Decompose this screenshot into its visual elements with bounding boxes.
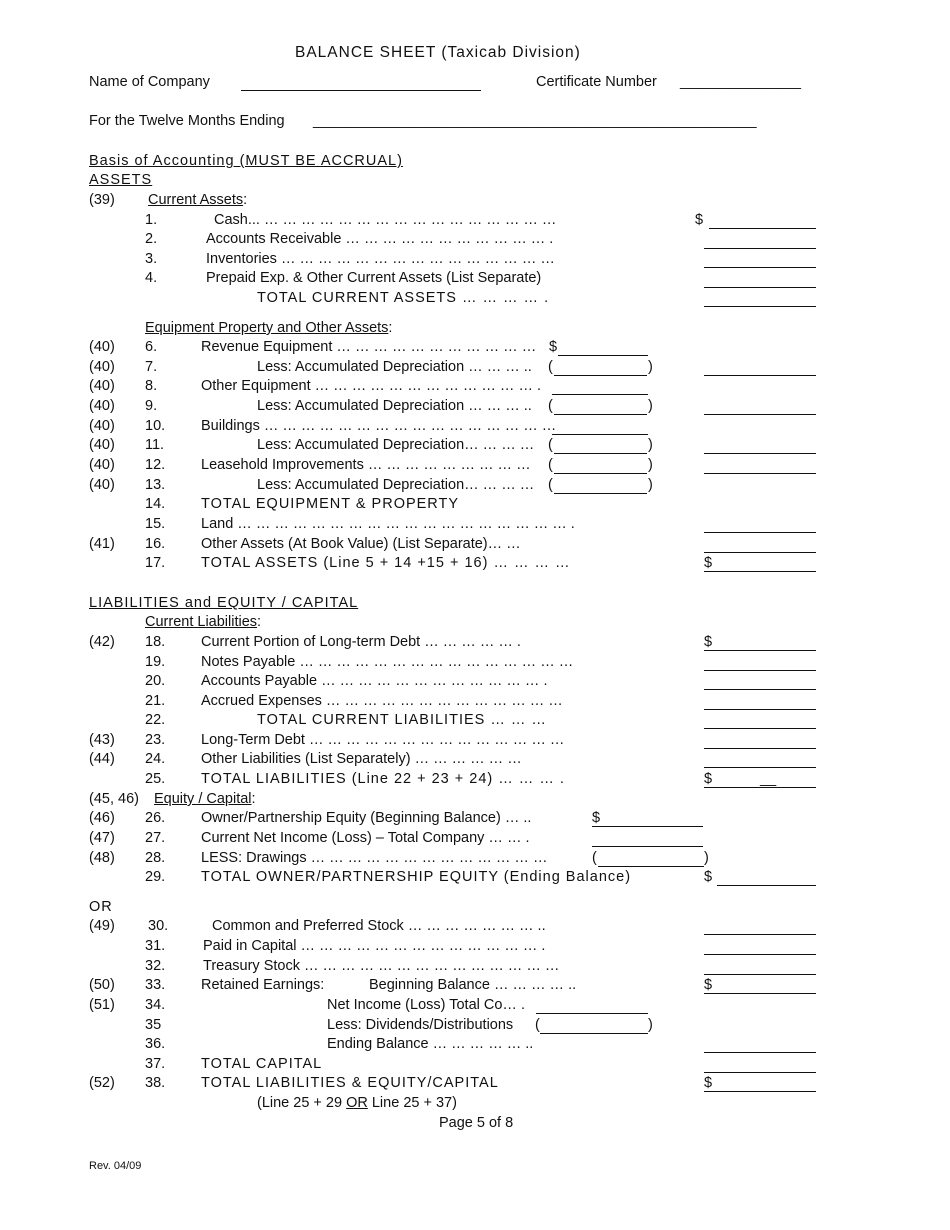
- line-code: (49): [89, 918, 115, 934]
- line-code: (40): [89, 359, 115, 375]
- line-number: 2.: [145, 231, 158, 247]
- line-number: 22.: [145, 712, 166, 728]
- line-number: 17.: [145, 555, 166, 571]
- line-description: Other Liabilities (List Separately) … … … … … …: [201, 751, 522, 767]
- close-paren: ): [648, 1017, 653, 1033]
- subamount-field[interactable]: [598, 866, 704, 867]
- line-number: 32.: [145, 958, 166, 974]
- line-code: (41): [89, 536, 115, 552]
- subamount-field[interactable]: [554, 375, 647, 376]
- line-description: Less: Accumulated Depreciation … … … ..: [257, 359, 532, 375]
- line-description: Prepaid Exp. & Other Current Assets (List Separate): [206, 270, 542, 286]
- open-paren: (: [548, 457, 553, 473]
- subamount-field[interactable]: [592, 846, 703, 847]
- line-description: TOTAL CAPITAL: [201, 1056, 323, 1072]
- close-paren: ): [648, 457, 653, 473]
- amount-field[interactable]: [704, 767, 816, 768]
- line-number: 31.: [145, 938, 166, 954]
- basis-of-accounting: Basis of Accounting (MUST BE ACCRUAL): [89, 153, 403, 169]
- close-paren: ): [648, 398, 653, 414]
- line-description: TOTAL EQUIPMENT & PROPERTY: [201, 496, 460, 512]
- formula-or: OR: [346, 1095, 368, 1111]
- amount-field[interactable]: [704, 670, 816, 671]
- dollar-sign: $: [704, 634, 713, 650]
- line-description: Buildings … … … … … … … … … … … … … … … …: [201, 418, 557, 434]
- dollar-sign: $: [592, 810, 601, 826]
- line-code: (40): [89, 457, 115, 473]
- line-description: Paid in Capital … … … … … … … … … … … … … .: [203, 938, 546, 954]
- amount-field[interactable]: [704, 532, 816, 533]
- subamount-field[interactable]: [536, 1013, 648, 1014]
- amount-field[interactable]: [704, 248, 816, 249]
- close-paren: ): [648, 359, 653, 375]
- dollar-sign: $: [704, 1075, 713, 1091]
- underscore-mark: __: [760, 771, 777, 787]
- line-number: 11.: [145, 437, 165, 453]
- subamount-field[interactable]: [552, 394, 648, 395]
- line-number: 4.: [145, 270, 158, 286]
- line-code: (43): [89, 732, 115, 748]
- assets-heading: ASSETS: [89, 172, 153, 188]
- line-description: Leasehold Improvements … … … … … … … … …: [201, 457, 531, 473]
- amount-field[interactable]: [704, 306, 816, 307]
- line-number: 20.: [145, 673, 166, 689]
- equipment-label: Equipment Property and Other Assets: [145, 320, 389, 336]
- line-number: 6.: [145, 339, 158, 355]
- amount-field[interactable]: [704, 993, 816, 994]
- amount-field[interactable]: [709, 228, 816, 229]
- amount-field[interactable]: [704, 954, 816, 955]
- open-paren: (: [592, 850, 597, 866]
- amount-field[interactable]: [704, 375, 816, 376]
- line-code: (45, 46): [89, 791, 139, 807]
- amount-field[interactable]: [704, 974, 816, 975]
- line-code: (40): [89, 418, 115, 434]
- line-number: 14.: [145, 496, 166, 512]
- line-number: 27.: [145, 830, 166, 846]
- amount-field[interactable]: [704, 453, 816, 454]
- line-code: (40): [89, 477, 115, 493]
- formula-text: Line 25 + 37): [367, 1095, 457, 1111]
- line-number: 33.: [145, 977, 166, 993]
- line-number: 10.: [145, 418, 166, 434]
- line-number: 28.: [145, 850, 166, 866]
- amount-field[interactable]: [704, 267, 816, 268]
- dollar-sign: $: [695, 212, 704, 228]
- open-paren: (: [535, 1017, 540, 1033]
- line-description: Inventories … … … … … … … … … … … … … … …: [206, 251, 555, 267]
- line-description: Less: Accumulated Depreciation … … … ..: [257, 398, 532, 414]
- line-description: Ending Balance … … … … … ..: [327, 1036, 534, 1052]
- line-description: Less: Accumulated Depreciation… … … …: [257, 437, 535, 453]
- company-name-label: Name of Company: [89, 74, 210, 90]
- line-description: Cash... … … … … … … … … … … … … … … … …: [214, 212, 557, 228]
- line-description: Revenue Equipment … … … … … … … … … … …: [201, 339, 537, 355]
- line-number: 38.: [145, 1075, 166, 1091]
- subamount-field[interactable]: [592, 826, 703, 827]
- open-paren: (: [548, 359, 553, 375]
- current-assets-heading: [148, 191, 247, 209]
- line-number: 25.: [145, 771, 166, 787]
- line-description: LESS: Drawings … … … … … … … … … … … … …: [201, 850, 548, 866]
- amount-field[interactable]: [704, 689, 816, 690]
- amount-field[interactable]: [704, 934, 816, 935]
- open-paren: (: [548, 398, 553, 414]
- line-description: Treasury Stock … … … … … … … … … … … … … …: [203, 958, 560, 974]
- line-description: TOTAL LIABILITIES (Line 22 + 23 + 24) … … … .: [201, 771, 565, 787]
- amount-field[interactable]: [704, 287, 816, 288]
- line-code: (40): [89, 437, 115, 453]
- line-code: (46): [89, 810, 115, 826]
- equity-heading: [154, 790, 256, 808]
- amount-field[interactable]: [704, 787, 816, 788]
- amount-field[interactable]: [704, 1072, 816, 1073]
- line-number: 15.: [145, 516, 166, 532]
- colon: :: [388, 320, 393, 336]
- line-code: (47): [89, 830, 115, 846]
- line-description: Beginning Balance … … … … ..: [369, 977, 577, 993]
- amount-field[interactable]: [704, 473, 816, 474]
- line-description: Retained Earnings:: [201, 977, 325, 993]
- line-number: 21.: [145, 693, 166, 709]
- line-description: Accounts Payable … … … … … … … … … … … … .: [201, 673, 548, 689]
- certificate-number-label: Certificate Number: [536, 74, 657, 90]
- line-number: 36.: [145, 1036, 166, 1052]
- line-number: 37.: [145, 1056, 166, 1072]
- line-number: 26.: [145, 810, 166, 826]
- line-code: (44): [89, 751, 115, 767]
- line-description: Current Net Income (Loss) – Total Company … … .: [201, 830, 530, 846]
- line-description: TOTAL LIABILITIES & EQUITY/CAPITAL: [201, 1075, 499, 1091]
- certificate-number-field[interactable]: _______________: [680, 74, 801, 90]
- line-description: Land … … … … … … … … … … … … … … … … … … .: [201, 516, 575, 532]
- line-description: Current Portion of Long-term Debt … … … … … .: [201, 634, 521, 650]
- line-code: (48): [89, 850, 115, 866]
- line-description: Accrued Expenses … … … … … … … … … … … … …: [201, 693, 563, 709]
- total-current-assets: TOTAL CURRENT ASSETS … … … … .: [257, 290, 550, 306]
- colon: :: [251, 791, 256, 807]
- line-number: 23.: [145, 732, 166, 748]
- close-paren: ): [648, 437, 653, 453]
- line-code: (52): [89, 1075, 115, 1091]
- line-description: Less: Accumulated Depreciation… … … …: [257, 477, 535, 493]
- line-number: 13.: [145, 477, 166, 493]
- line-description: Less: Dividends/Distributions: [327, 1017, 514, 1033]
- line-number: 1.: [145, 212, 158, 228]
- line-code: (50): [89, 977, 115, 993]
- line-code: (42): [89, 634, 115, 650]
- line-code: (40): [89, 339, 115, 355]
- open-paren: (: [548, 477, 553, 493]
- line-number: 9.: [145, 398, 158, 414]
- dollar-sign: $: [549, 339, 558, 355]
- close-paren: ): [648, 477, 653, 493]
- page-number: Page 5 of 8: [439, 1115, 514, 1131]
- subamount-field[interactable]: [552, 434, 648, 435]
- open-paren: (: [548, 437, 553, 453]
- line-number: 18.: [145, 634, 166, 650]
- amount-field[interactable]: [704, 1052, 816, 1053]
- line-code: (40): [89, 398, 115, 414]
- equipment-heading: [145, 319, 392, 337]
- line-description: Owner/Partnership Equity (Beginning Balance) … ..: [201, 810, 532, 826]
- current-assets-label: Current Assets: [148, 192, 244, 208]
- line-code: (40): [89, 378, 115, 394]
- line-number: 16.: [145, 536, 166, 552]
- line-description: TOTAL CURRENT LIABILITIES … … …: [257, 712, 547, 728]
- amount-field[interactable]: [717, 885, 816, 886]
- dollar-sign: $: [704, 869, 713, 885]
- amount-field[interactable]: [704, 709, 816, 710]
- dollar-sign: $: [704, 977, 713, 993]
- line-description: Net Income (Loss) Total Co… .: [327, 997, 525, 1013]
- line-number: 19.: [145, 654, 166, 670]
- dollar-sign: $: [704, 555, 713, 571]
- subamount-field[interactable]: [554, 453, 647, 454]
- line-description: TOTAL OWNER/PARTNERSHIP EQUITY (Ending Balance): [201, 869, 632, 885]
- subamount-field[interactable]: [554, 493, 647, 494]
- line-number: 7.: [145, 359, 158, 375]
- amount-field[interactable]: [704, 728, 816, 729]
- line-number: 30.: [148, 918, 169, 934]
- current-liabilities-label: Current Liabilities: [145, 614, 258, 630]
- line-description: Notes Payable … … … … … … … … … … … … … … …: [201, 654, 574, 670]
- period-label: For the Twelve Months Ending: [89, 113, 285, 129]
- colon: :: [257, 614, 262, 630]
- amount-field[interactable]: [704, 552, 816, 553]
- line-number: 12.: [145, 457, 166, 473]
- or-label: OR: [89, 899, 113, 915]
- liabilities-heading: LIABILITIES and EQUITY / CAPITAL: [89, 595, 359, 611]
- line-description: Other Equipment … … … … … … … … … … … … .: [201, 378, 542, 394]
- colon: :: [243, 192, 248, 208]
- line-description: Accounts Receivable … … … … … … … … … … … .: [206, 231, 554, 247]
- line-description: Long-Term Debt … … … … … … … … … … … … … …: [201, 732, 565, 748]
- close-paren: ): [704, 850, 709, 866]
- line-description: Common and Preferred Stock … … … … … … … ..: [212, 918, 546, 934]
- subamount-field[interactable]: [554, 414, 647, 415]
- line-number: 29.: [145, 869, 166, 885]
- total-formula: [257, 1094, 457, 1112]
- line-description: TOTAL ASSETS (Line 5 + 14 +15 + 16) … … … …: [201, 555, 571, 571]
- subamount-field[interactable]: [554, 473, 647, 474]
- period-field[interactable]: _______________________________________________________: [313, 113, 757, 129]
- amount-field[interactable]: [704, 414, 816, 415]
- line-number: 24.: [145, 751, 166, 767]
- line-number: 34.: [145, 997, 166, 1013]
- line-number: 3.: [145, 251, 158, 267]
- revision-label: Rev. 04/09: [89, 1160, 142, 1172]
- amount-field[interactable]: [704, 1091, 816, 1092]
- formula-text: (Line 25 + 29: [257, 1095, 347, 1111]
- amount-field[interactable]: [704, 650, 816, 651]
- line-description: Other Assets (At Book Value) (List Separate)… …: [201, 536, 521, 552]
- line-number: 35: [145, 1017, 162, 1033]
- page-title: BALANCE SHEET (Taxicab Division): [295, 44, 581, 61]
- company-name-field[interactable]: [241, 90, 481, 91]
- amount-field[interactable]: [704, 748, 816, 749]
- equity-label: Equity / Capital: [154, 791, 252, 807]
- amount-field[interactable]: [704, 571, 816, 572]
- subamount-field[interactable]: [558, 355, 648, 356]
- subamount-field[interactable]: [540, 1033, 648, 1034]
- line-number: 8.: [145, 378, 158, 394]
- line-code: (51): [89, 997, 115, 1013]
- dollar-sign: $: [704, 771, 713, 787]
- line-code: (39): [89, 192, 115, 208]
- current-liabilities-heading: [145, 613, 261, 631]
